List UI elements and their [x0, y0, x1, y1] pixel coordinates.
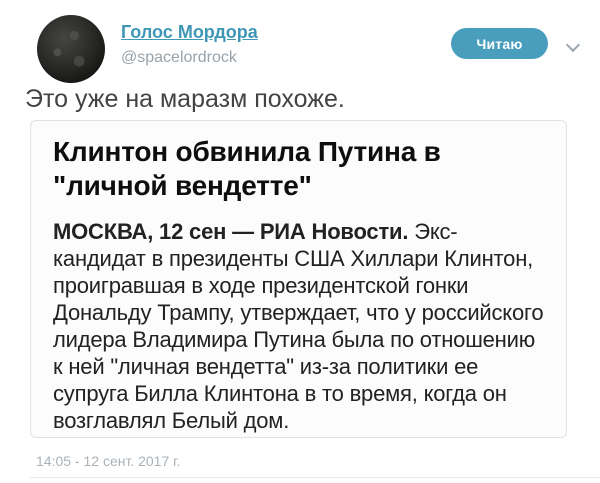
news-card-title: Клинтон обвинила Путина в "личной вендетте": [53, 136, 441, 201]
tweet-header: [37, 15, 580, 83]
header-actions: [451, 15, 580, 59]
following-button[interactable]: Читаю: [451, 28, 548, 59]
quoted-news-card[interactable]: [30, 120, 567, 438]
author-display-name[interactable]: Голос Мордора: [121, 22, 258, 42]
avatar[interactable]: [37, 15, 105, 83]
chevron-down-icon[interactable]: [568, 38, 580, 50]
news-card-text: Экс-кандидат в президенты США Хиллари Клинтон, проигравшая в ходе президентской гонки Дональду Трампу, утверждает, что у российского лидера Владимира Путина была по отношению к ней "личная вендетта" из-за политики ее супруга Билла Клинтона в то время, когда он возглавлял Белый дом.: [53, 219, 544, 433]
author-handle: @spacelordrock: [121, 49, 237, 66]
news-card-body: [53, 218, 544, 434]
bottom-divider: [30, 477, 600, 478]
tweet-text: Это уже на маразм похоже.: [25, 85, 345, 113]
news-card-lead: МОСКВА, 12 сен — РИА Новости.: [53, 219, 409, 244]
author-name-block: [121, 15, 258, 67]
tweet-timestamp[interactable]: 14:05 - 12 сент. 2017 г.: [36, 453, 181, 469]
